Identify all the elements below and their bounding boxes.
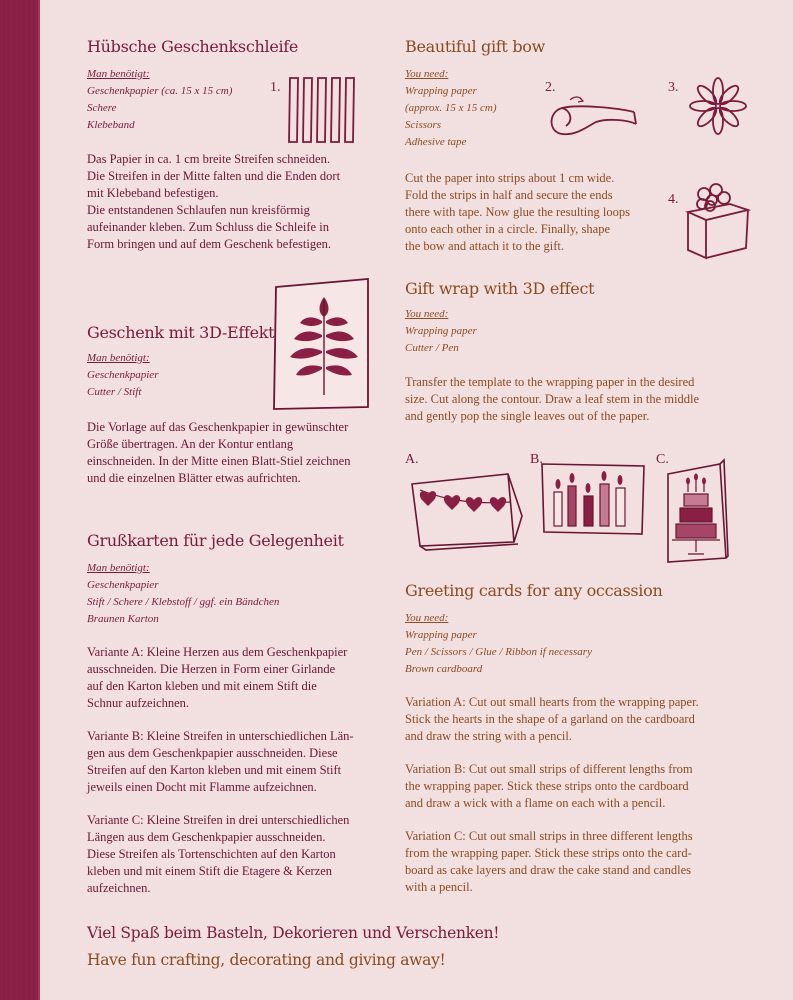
variant-b-de <box>87 728 417 796</box>
material-item: Geschenkpapier <box>87 579 159 591</box>
text-line: kleben und mit einem Stift die Etagere & Kerzen <box>87 864 333 878</box>
footer-de: Viel Spaß beim Basteln, Dekorieren und Verschenken! <box>87 924 500 942</box>
material-item: Klebeband <box>87 119 135 131</box>
material-item: (approx. 15 x 15 cm) <box>405 102 497 114</box>
cards-materials-en <box>405 610 750 678</box>
text-line: gen aus dem Geschenkpapier ausschneiden. Diese <box>87 746 338 760</box>
text-line: Die entstandenen Schlaufen nun kreisförmig <box>87 203 310 217</box>
material-item: Wrapping paper <box>405 85 477 97</box>
wrap-section-en <box>405 279 745 425</box>
text-line: mit Klebeband befestigen. <box>87 186 219 200</box>
wrap-title-de: Geschenk mit 3D-Effekt <box>87 323 275 342</box>
text-line: Variation B: Cut out small strips of different lengths from <box>405 762 693 776</box>
text-line: Variante A: Kleine Herzen aus dem Geschenkpapier <box>87 645 348 659</box>
material-item: Cutter / Stift <box>87 386 142 398</box>
text-line: Die Vorlage auf das Geschenkpapier in gewünschter <box>87 420 349 434</box>
text-line: size. Cut along the contour. Draw a leaf stem in the middle <box>405 392 700 406</box>
text-line: jeweils einen Docht mit Flamme aufzeichnen. <box>87 780 317 794</box>
material-item: Wrapping paper <box>405 629 477 641</box>
bow-title-de: Hübsche Geschenkschleife <box>87 37 299 56</box>
text-line: Form bringen und auf dem Geschenk befestigen. <box>87 237 332 251</box>
candle-card-illustration <box>540 462 648 538</box>
step-number-3: 3. <box>668 80 679 95</box>
cards-title-de: Grußkarten für jede Gelegenheit <box>87 531 344 550</box>
text-line: the wrapping paper. Stick these strips onto the cardboard <box>405 779 689 793</box>
material-item: Scissors <box>405 119 442 131</box>
wrap-materials-en <box>405 306 745 357</box>
text-line: Schnur aufzeichnen. <box>87 696 190 710</box>
text-line: und die einzelnen Blätter etwas aufrichten. <box>87 471 301 485</box>
text-line: Längen aus dem Geschenkpapier ausschneiden. <box>87 830 326 844</box>
text-line: with a pencil. <box>405 880 473 894</box>
text-line: Diese Streifen als Tortenschichten auf den Karton <box>87 847 336 861</box>
text-line: Variation C: Cut out small strips in three different lengths <box>405 829 693 843</box>
text-line: Größe übertragen. An der Kontur entlang <box>87 437 294 451</box>
wrap-instructions-de <box>87 419 417 487</box>
text-line: the bow and attach it to the gift. <box>405 239 564 253</box>
text-line: Stick the hearts in the shape of a garland on the cardboard <box>405 712 695 726</box>
text-line: and gently pop the single leaves out of the paper. <box>405 409 650 423</box>
bow-title-en: Beautiful gift bow <box>405 37 546 56</box>
text-line: Variante B: Kleine Streifen in unterschiedlichen Län- <box>87 729 354 743</box>
variant-c-de <box>87 812 417 897</box>
step-number-4: 4. <box>668 192 679 207</box>
material-item: Pen / Scissors / Glue / Ribbon if necessary <box>405 646 592 658</box>
text-line: auf den Karton kleben und mit einem Stift die <box>87 679 317 693</box>
material-item: Cutter / Pen <box>405 342 459 354</box>
need-label: Man benötigt: <box>87 352 150 364</box>
folded-strip-illustration <box>548 96 638 146</box>
material-item: Wrapping paper <box>405 325 477 337</box>
card-label-c: C. <box>656 452 669 467</box>
need-label: Man benötigt: <box>87 68 150 80</box>
wrap-section-de <box>87 323 417 487</box>
text-line: aufeinander kleben. Zum Schluss die Schleife in <box>87 220 329 234</box>
need-label: Man benötigt: <box>87 562 150 574</box>
need-label: You need: <box>405 308 449 320</box>
cards-section-de <box>87 531 417 897</box>
text-line: Fold the strips in half and secure the ends <box>405 188 613 202</box>
step-number-1: 1. <box>270 80 281 95</box>
text-line: and draw the string with a pencil. <box>405 729 572 743</box>
variant-a-de <box>87 644 417 712</box>
material-item: Brown cardboard <box>405 663 483 675</box>
variation-a-en <box>405 694 750 745</box>
text-line: Die Streifen in der Mitte falten und die Enden dort <box>87 169 341 183</box>
material-item: Stift / Schere / Klebstoff / ggf. ein Bändchen <box>87 596 280 608</box>
material-item: Braunen Karton <box>87 613 159 625</box>
footer <box>87 924 767 969</box>
cards-materials-de <box>87 560 417 628</box>
text-line: Das Papier in ca. 1 cm breite Streifen schneiden. <box>87 152 330 166</box>
bow-materials-en <box>405 66 545 151</box>
card-label-b: B. <box>530 452 543 467</box>
text-line: ausschneiden. Die Herzen in Form einer Girlande <box>87 662 336 676</box>
bow-instructions-en <box>405 170 685 255</box>
material-item: Schere <box>87 102 117 114</box>
bow-loops-illustration <box>688 76 748 136</box>
text-line: Transfer the template to the wrapping paper in the desired <box>405 375 695 389</box>
bow-instructions-de <box>87 151 387 253</box>
bow-section-en <box>405 37 545 151</box>
text-line: Variante C: Kleine Streifen in drei unterschiedlichen <box>87 813 350 827</box>
paper-strips-illustration <box>287 76 365 146</box>
gift-box-illustration <box>684 182 754 262</box>
step-number-2: 2. <box>545 80 556 95</box>
text-line: board as cake layers and draw the cake stand and candles <box>405 863 691 877</box>
wrap-materials-de <box>87 350 417 401</box>
variation-b-en <box>405 761 750 812</box>
need-label: You need: <box>405 612 449 624</box>
text-line: Cut the paper into strips about 1 cm wide. <box>405 171 615 185</box>
text-line: aufzeichnen. <box>87 881 151 895</box>
card-label-a: A. <box>405 452 419 467</box>
wrap-title-en: Gift wrap with 3D effect <box>405 279 595 298</box>
cards-title-en: Greeting cards for any occassion <box>405 581 663 600</box>
footer-en: Have fun crafting, decorating and giving away! <box>87 951 446 969</box>
need-label: You need: <box>405 68 449 80</box>
text-line: there with tape. Now glue the resulting loops <box>405 205 630 219</box>
text-line: einschneiden. In der Mitte einen Blatt-Stiel zeichnen <box>87 454 351 468</box>
text-line: Streifen auf den Karton kleben und mit einem Stift <box>87 763 342 777</box>
material-item: Geschenkpapier (ca. 15 x 15 cm) <box>87 85 233 97</box>
text-line: onto each other in a circle. Finally, shape <box>405 222 611 236</box>
variation-c-en <box>405 828 750 896</box>
cards-section-en <box>405 581 750 896</box>
material-item: Adhesive tape <box>405 136 467 148</box>
wrap-instructions-en <box>405 374 745 425</box>
text-line: from the wrapping paper. Stick these strips onto the card- <box>405 846 692 860</box>
cake-card-illustration <box>664 458 730 566</box>
bow-instructions-en-block <box>405 170 685 255</box>
text-line: and draw a wick with a flame on each with a pencil. <box>405 796 666 810</box>
material-item: Geschenkpapier <box>87 369 159 381</box>
text-line: Variation A: Cut out small hearts from the wrapping paper. <box>405 695 699 709</box>
book-spine <box>0 0 40 1000</box>
heart-garland-card-illustration <box>410 468 528 550</box>
